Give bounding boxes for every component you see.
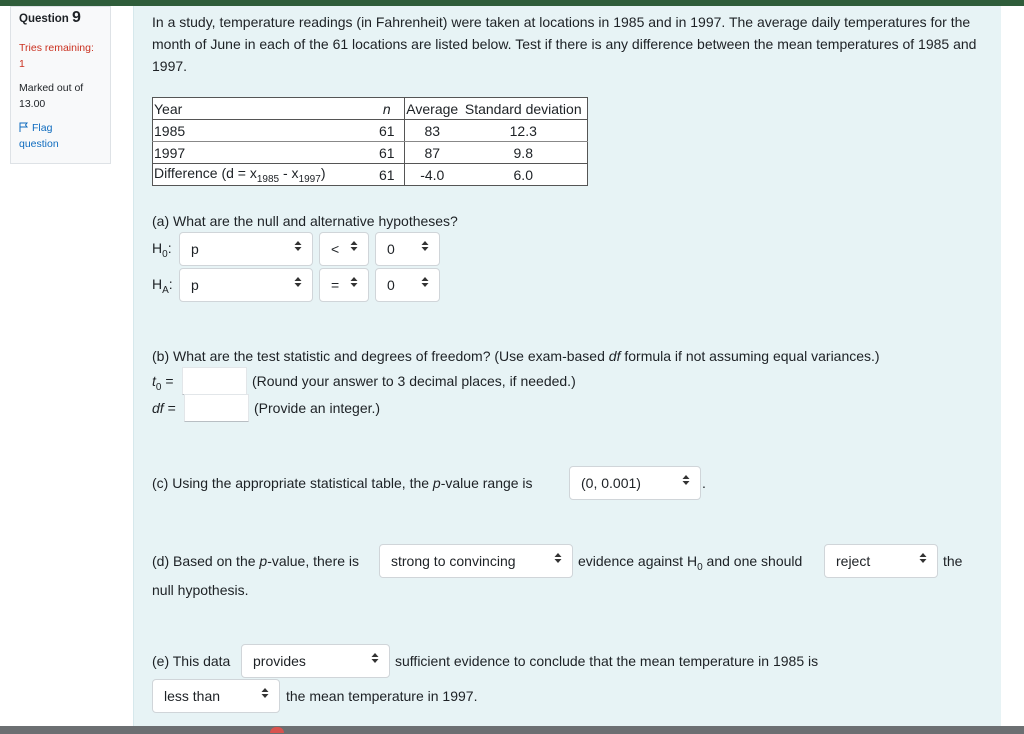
part-d-mid-pre: evidence against H — [578, 553, 698, 569]
part-d-the: the — [943, 553, 963, 569]
part-d-line2: null hypothesis. — [152, 582, 249, 598]
cell-average: 83 — [405, 120, 460, 142]
h0-parameter-select[interactable] — [179, 232, 313, 266]
h0-value-select[interactable] — [375, 232, 440, 266]
question-number-value: 9 — [72, 9, 81, 26]
part-e-pre: (e) This data — [152, 653, 231, 669]
diff-label-post: ) — [320, 164, 326, 181]
ha-sub: A — [162, 284, 169, 296]
question-number — [19, 9, 102, 27]
select-arrows-icon — [554, 545, 562, 577]
part-b-post: formula if not assuming equal variances.) — [620, 348, 880, 364]
bottom-scrollbar[interactable] — [0, 726, 1024, 734]
select-value: less than — [164, 688, 221, 704]
cell-difference-label — [153, 164, 370, 186]
cell-n: 61 — [370, 164, 405, 186]
data-table — [152, 97, 588, 186]
ha-letter: H — [152, 276, 163, 292]
part-b-pre: (b) What are the test statistic and degrees of freedom? (Use exam-based — [152, 348, 609, 364]
table-header-row — [153, 98, 588, 120]
part-c-period: . — [702, 475, 706, 491]
tries-value: 1 — [19, 58, 25, 70]
select-arrows-icon — [421, 269, 429, 301]
cell-sd: 12.3 — [460, 120, 588, 142]
diff-label-pre: Difference (d = x — [154, 164, 257, 181]
part-c-question — [152, 473, 533, 493]
select-value: strong to convincing — [391, 553, 516, 569]
marked-value: 13.00 — [19, 98, 46, 110]
df-letter: df — [152, 400, 164, 416]
question-info-panel — [10, 6, 111, 164]
part-d-pre: (d) Based on the — [152, 553, 260, 569]
question-label: Question — [19, 13, 69, 25]
ha-label — [152, 274, 173, 301]
t-hint: (Round your answer to 3 decimal places, if needed.) — [252, 373, 576, 389]
cell-sd: 6.0 — [460, 164, 588, 186]
comparison-select[interactable] — [152, 679, 280, 713]
part-b-df: df — [608, 348, 621, 364]
marked-out-of — [19, 80, 102, 112]
part-b-question — [152, 346, 880, 366]
ha-colon: : — [168, 276, 173, 292]
cell-sd: 9.8 — [513, 144, 533, 161]
part-d-mid-sub: 0 — [697, 561, 703, 573]
diff-sub-1985: 1985 — [256, 173, 280, 185]
part-e-post: sufficient evidence to conclude that the mean temperature in 1985 is — [395, 653, 819, 669]
table-row-difference — [153, 164, 588, 186]
scroll-marker — [270, 727, 284, 733]
cell-n: 61 — [378, 144, 395, 161]
cell-year: 1985 — [153, 120, 370, 142]
tries-label: Tries remaining: — [19, 42, 94, 54]
cell-n: 61 — [370, 120, 405, 142]
select-arrows-icon — [294, 233, 302, 265]
select-arrows-icon — [371, 645, 379, 677]
h0-letter: H — [152, 240, 163, 256]
flag-label: Flag — [32, 122, 53, 134]
ha-parameter-select[interactable] — [179, 268, 313, 302]
select-arrows-icon — [350, 233, 358, 265]
t-sub: 0 — [155, 381, 162, 393]
evidence-strength-select[interactable] — [379, 544, 573, 578]
part-d-post: -value, there is — [267, 553, 360, 569]
select-arrows-icon — [294, 269, 302, 301]
cell-average: -4.0 — [405, 164, 460, 186]
t-letter: t — [152, 373, 156, 389]
select-arrows-icon — [919, 545, 927, 577]
marked-label: Marked out of — [19, 82, 84, 94]
question-text: In a study, temperature readings (in Fahrenheit) were taken at locations in 1985 and in 1997. The average daily temperatures for the month of June in each of the 61 locations are listed below. Test if there is any difference between the mean temperatures of 1985 and 1997. — [152, 14, 977, 74]
part-d-question — [152, 551, 359, 571]
flag-icon — [19, 122, 29, 132]
header-n: n — [370, 98, 405, 120]
part-c-p: p — [432, 475, 441, 491]
df-input[interactable] — [184, 394, 249, 422]
select-value: = — [331, 277, 340, 293]
select-arrows-icon — [261, 680, 269, 712]
flag-question-link[interactable] — [19, 120, 102, 152]
table-row — [153, 142, 588, 164]
select-value: reject — [836, 553, 871, 569]
h0-operator-select[interactable] — [319, 232, 369, 266]
tries-remaining — [19, 40, 102, 72]
select-value: p — [191, 277, 199, 293]
question-content — [133, 6, 1001, 726]
df-equals: = — [163, 400, 176, 416]
h0-colon: : — [167, 240, 172, 256]
df-hint: (Provide an integer.) — [254, 400, 381, 416]
part-d-mid-post: and one should — [702, 553, 803, 569]
part-c-post: -value range is — [440, 475, 533, 491]
h0-sub: 0 — [162, 248, 168, 260]
select-value: 0 — [387, 241, 395, 257]
cell-year: 1997 — [154, 144, 186, 161]
ha-value-select[interactable] — [375, 268, 440, 302]
select-value: 0 — [387, 277, 395, 293]
table-row — [153, 120, 588, 142]
header-average: Average — [405, 98, 460, 120]
part-e-end: the mean temperature in 1997. — [286, 688, 478, 704]
select-value: provides — [253, 653, 306, 669]
header-year: Year — [153, 98, 370, 120]
select-arrows-icon — [421, 233, 429, 265]
p-value-range-select[interactable] — [569, 466, 701, 500]
select-value: (0, 0.001) — [581, 475, 641, 491]
provides-select[interactable] — [241, 644, 390, 678]
t-equals: = — [161, 373, 174, 389]
ha-operator-select[interactable] — [319, 268, 369, 302]
select-value: < — [331, 241, 340, 257]
flag-label-2: question — [19, 138, 59, 150]
header-sd: Standard deviation — [460, 98, 588, 120]
select-arrows-icon — [350, 269, 358, 301]
diff-label-mid: - x — [279, 164, 299, 181]
part-a-question: (a) What are the null and alternative hypotheses? — [152, 213, 458, 229]
part-c-pre: (c) Using the appropriate statistical table, the — [152, 475, 433, 491]
cell-average: 87 — [405, 142, 460, 164]
df-label — [152, 398, 176, 418]
h0-label — [152, 238, 172, 265]
part-d-mid — [578, 551, 802, 578]
t-label — [152, 371, 174, 398]
part-d-p: p — [259, 553, 268, 569]
diff-sub-1997: 1997 — [298, 173, 321, 185]
select-value: p — [191, 241, 199, 257]
test-statistic-input[interactable] — [182, 367, 247, 395]
select-arrows-icon — [682, 467, 690, 499]
decision-select[interactable] — [824, 544, 938, 578]
